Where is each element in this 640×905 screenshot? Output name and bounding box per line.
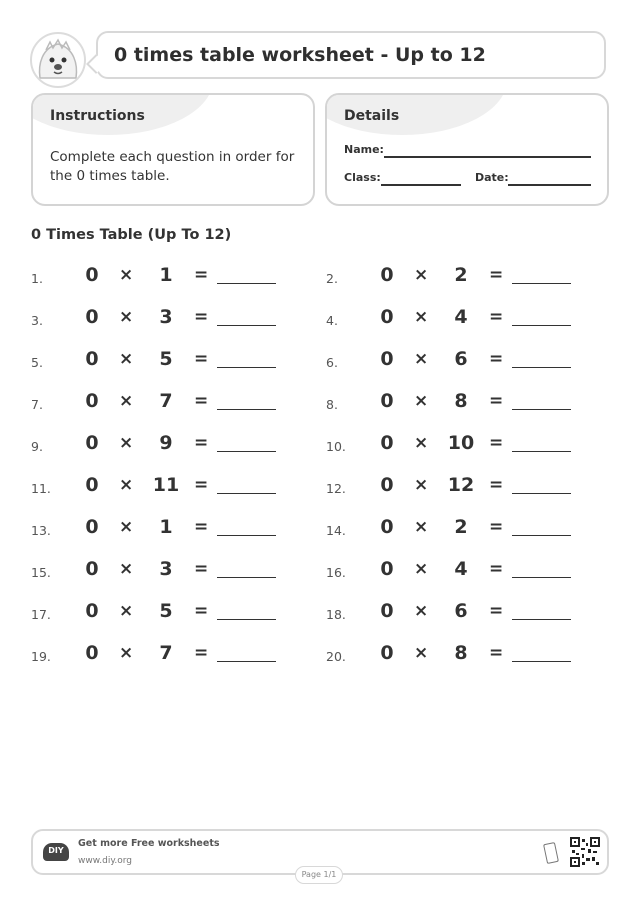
multiplier: 2 [454,264,468,286]
times-symbol: × [414,391,429,411]
answer-blank[interactable] [217,619,276,620]
multiplicand: 0 [380,642,394,664]
details-panel [325,93,609,206]
times-symbol: × [119,307,134,327]
equals-symbol: = [194,475,209,495]
answer-blank[interactable] [512,493,571,494]
times-symbol: × [414,517,429,537]
times-symbol: × [414,307,429,327]
question-item [31,600,321,630]
question-number: 9. [31,439,43,454]
date-field[interactable] [508,184,591,186]
equals-symbol: = [489,559,504,579]
question-number: 1. [31,271,43,286]
question-number: 8. [326,397,338,412]
multiplicand: 0 [380,516,394,538]
question-item [326,474,616,504]
multiplicand: 0 [380,432,394,454]
details-heading: Details [344,108,400,124]
question-item [31,516,321,546]
answer-blank[interactable] [217,493,276,494]
question-item [326,264,616,294]
answer-blank[interactable] [512,661,571,662]
question-item [31,558,321,588]
question-item [326,390,616,420]
equals-symbol: = [194,265,209,285]
multiplicand: 0 [380,600,394,622]
times-symbol: × [414,475,429,495]
equals-symbol: = [489,601,504,621]
equals-symbol: = [489,349,504,369]
times-symbol: × [414,433,429,453]
question-item [326,642,616,672]
answer-blank[interactable] [217,535,276,536]
equals-symbol: = [194,307,209,327]
instructions-panel [31,93,315,206]
equals-symbol: = [489,517,504,537]
multiplicand: 0 [380,390,394,412]
multiplicand: 0 [85,600,99,622]
multiplicand: 0 [380,264,394,286]
question-number: 15. [31,565,51,580]
equals-symbol: = [489,475,504,495]
answer-blank[interactable] [217,451,276,452]
multiplicand: 0 [85,306,99,328]
answer-blank[interactable] [512,535,571,536]
answer-blank[interactable] [512,325,571,326]
answer-blank[interactable] [217,577,276,578]
equals-symbol: = [489,433,504,453]
question-number: 20. [326,649,346,664]
equals-symbol: = [194,433,209,453]
answer-blank[interactable] [512,451,571,452]
multiplier: 4 [454,306,468,328]
answer-blank[interactable] [512,367,571,368]
times-symbol: × [414,559,429,579]
equals-symbol: = [194,349,209,369]
question-number: 11. [31,481,51,496]
question-number: 18. [326,607,346,622]
multiplicand: 0 [85,558,99,580]
question-item [326,348,616,378]
question-number: 12. [326,481,346,496]
equals-symbol: = [194,559,209,579]
instructions-heading: Instructions [50,108,145,124]
question-item [31,642,321,672]
question-item [31,474,321,504]
mascot-icon [30,32,86,88]
footer-url[interactable]: www.diy.org [78,856,132,866]
name-label: Name: [344,143,384,156]
times-symbol: × [119,601,134,621]
equals-symbol: = [194,391,209,411]
times-symbol: × [119,475,134,495]
class-label: Class: [344,171,381,184]
multiplicand: 0 [85,264,99,286]
multiplier: 7 [159,642,173,664]
answer-blank[interactable] [512,619,571,620]
times-symbol: × [119,433,134,453]
question-number: 7. [31,397,43,412]
multiplier: 1 [159,516,173,538]
answer-blank[interactable] [512,577,571,578]
question-item [31,390,321,420]
answer-blank[interactable] [217,367,276,368]
multiplier: 4 [454,558,468,580]
page-title: 0 times table worksheet - Up to 12 [114,44,486,66]
multiplier: 12 [447,474,475,496]
multiplier: 2 [454,516,468,538]
equals-symbol: = [489,391,504,411]
question-number: 13. [31,523,51,538]
equals-symbol: = [489,643,504,663]
title-box [96,31,606,79]
multiplicand: 0 [380,558,394,580]
answer-blank[interactable] [217,325,276,326]
page-indicator: Page 1/1 [295,866,343,884]
question-number: 2. [326,271,338,286]
multiplicand: 0 [380,348,394,370]
question-number: 10. [326,439,346,454]
equals-symbol: = [194,601,209,621]
multiplier: 3 [159,306,173,328]
multiplier: 5 [159,600,173,622]
class-field[interactable] [381,184,461,186]
question-number: 5. [31,355,43,370]
question-item [326,306,616,336]
multiplier: 7 [159,390,173,412]
multiplier: 11 [152,474,180,496]
multiplier: 8 [454,390,468,412]
multiplier: 5 [159,348,173,370]
multiplier: 6 [454,348,468,370]
multiplier: 8 [454,642,468,664]
question-item [326,558,616,588]
answer-blank[interactable] [512,283,571,284]
times-symbol: × [119,643,134,663]
question-number: 17. [31,607,51,622]
answer-blank[interactable] [512,409,571,410]
times-symbol: × [414,601,429,621]
multiplicand: 0 [380,306,394,328]
equals-symbol: = [194,643,209,663]
times-symbol: × [414,265,429,285]
phone-icon [543,842,559,864]
multiplier: 10 [447,432,475,454]
question-number: 14. [326,523,346,538]
answer-blank[interactable] [217,661,276,662]
section-title: 0 Times Table (Up To 12) [31,227,232,243]
answer-blank[interactable] [217,409,276,410]
question-number: 19. [31,649,51,664]
multiplicand: 0 [85,348,99,370]
times-symbol: × [119,265,134,285]
times-symbol: × [119,349,134,369]
question-item [326,600,616,630]
name-field[interactable] [384,156,591,158]
multiplicand: 0 [85,390,99,412]
times-symbol: × [414,643,429,663]
multiplier: 9 [159,432,173,454]
question-item [31,264,321,294]
question-item [31,432,321,462]
multiplicand: 0 [85,432,99,454]
diy-logo-icon: DIY [43,843,69,861]
footer-promo-text: Get more Free worksheets [78,838,220,849]
question-item [326,516,616,546]
question-number: 4. [326,313,338,328]
multiplier: 1 [159,264,173,286]
date-label: Date: [475,171,509,184]
multiplicand: 0 [85,642,99,664]
times-symbol: × [119,391,134,411]
multiplier: 6 [454,600,468,622]
equals-symbol: = [489,307,504,327]
multiplier: 3 [159,558,173,580]
multiplicand: 0 [85,474,99,496]
answer-blank[interactable] [217,283,276,284]
question-number: 3. [31,313,43,328]
multiplicand: 0 [85,516,99,538]
times-symbol: × [119,517,134,537]
times-symbol: × [414,349,429,369]
question-item [31,306,321,336]
instructions-text: Complete each question in order for the 0 times table. [50,149,295,184]
question-item [326,432,616,462]
times-symbol: × [119,559,134,579]
equals-symbol: = [194,517,209,537]
question-number: 16. [326,565,346,580]
equals-symbol: = [489,265,504,285]
qr-code-icon [570,837,600,867]
question-number: 6. [326,355,338,370]
question-item [31,348,321,378]
multiplicand: 0 [380,474,394,496]
